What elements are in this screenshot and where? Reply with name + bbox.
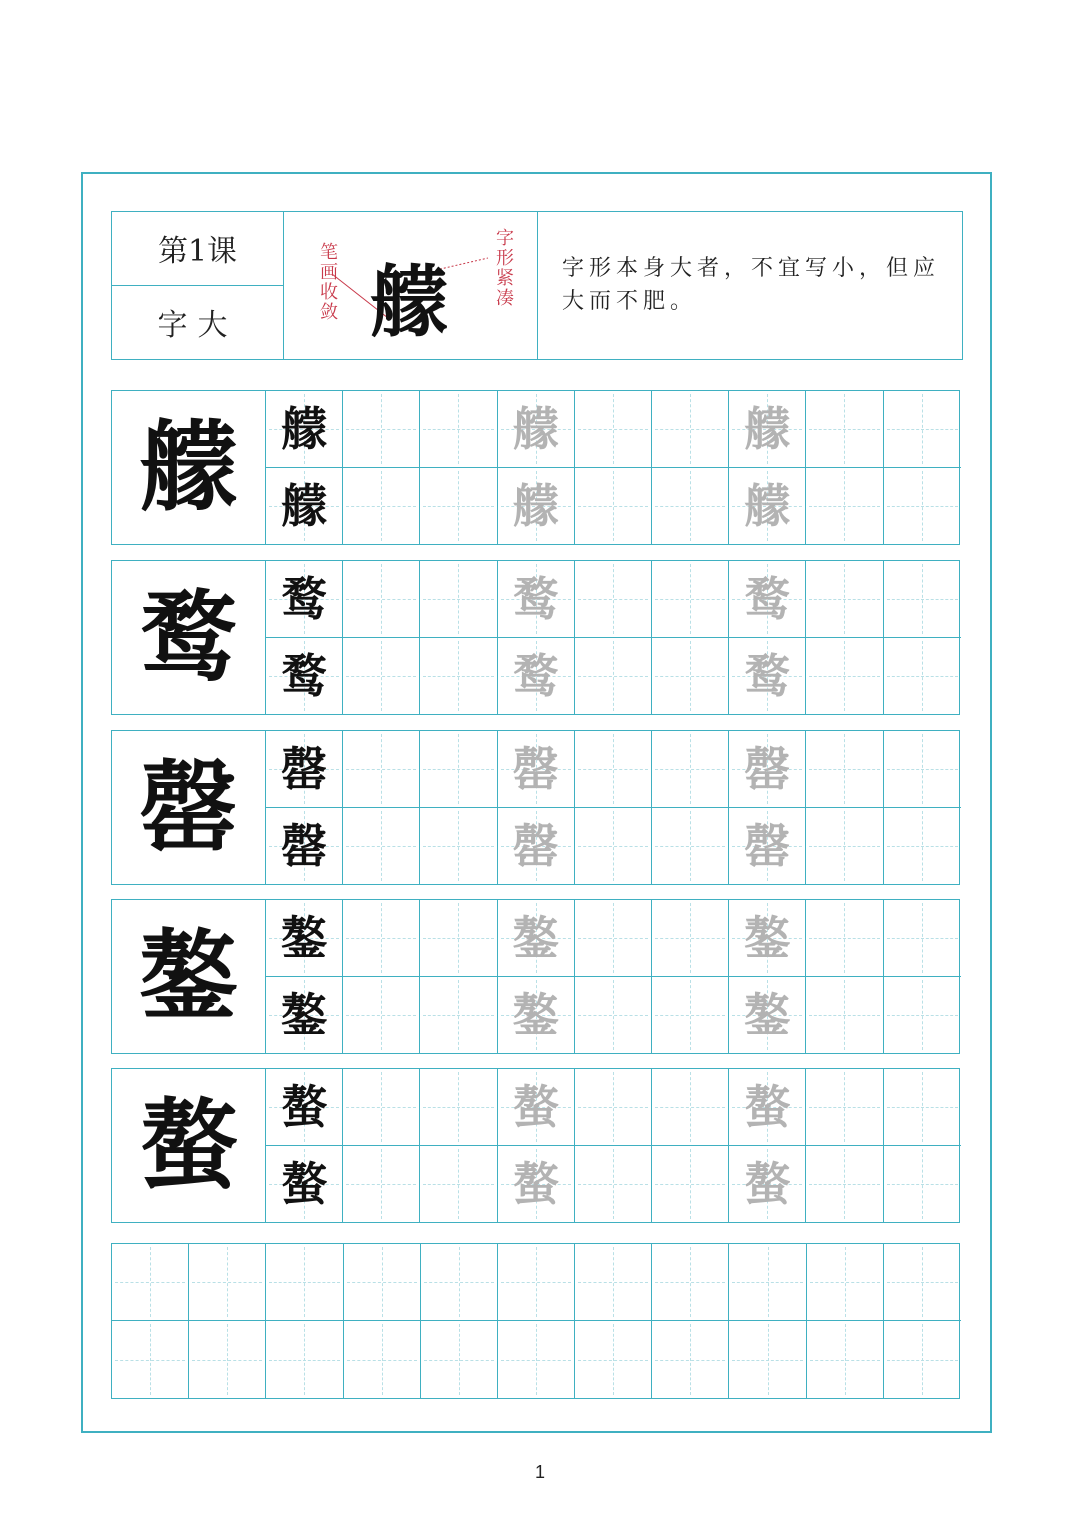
practice-block: [111, 899, 960, 1054]
sample-char: 鹜: [281, 571, 328, 626]
sample-char: 螯: [281, 1079, 328, 1134]
practice-cell[interactable]: [343, 468, 420, 545]
model-char-cell: [112, 391, 266, 544]
blank-practice-cell[interactable]: [807, 1244, 884, 1321]
sample-char: 螯: [281, 1156, 328, 1211]
blank-practice-cell[interactable]: [189, 1244, 266, 1321]
practice-cell[interactable]: [420, 391, 497, 468]
trace-char: 鏊: [744, 987, 791, 1042]
practice-cell[interactable]: [884, 808, 961, 885]
lesson-number: 第1课: [112, 212, 283, 286]
practice-cell[interactable]: [729, 808, 806, 885]
practice-cell[interactable]: [498, 638, 575, 715]
practice-cell[interactable]: [575, 638, 652, 715]
practice-cell[interactable]: [575, 808, 652, 885]
practice-cell[interactable]: [652, 468, 729, 545]
practice-cell[interactable]: [498, 468, 575, 545]
practice-cell[interactable]: [652, 561, 729, 638]
practice-cell[interactable]: [729, 1069, 806, 1146]
practice-cell[interactable]: [729, 900, 806, 977]
practice-cell[interactable]: [806, 731, 883, 808]
model-char: 艨: [139, 409, 238, 525]
practice-cell[interactable]: [420, 1146, 497, 1223]
practice-cell[interactable]: [420, 900, 497, 977]
practice-cell[interactable]: [652, 808, 729, 885]
trace-char: 艨: [512, 401, 559, 456]
practice-cell[interactable]: [266, 638, 343, 715]
practice-cell[interactable]: [729, 391, 806, 468]
practice-cell[interactable]: [652, 391, 729, 468]
page-number: 1: [534, 1462, 545, 1482]
blank-practice-cell[interactable]: [498, 1321, 575, 1398]
practice-cell[interactable]: [806, 808, 883, 885]
blank-practice-cell[interactable]: [112, 1244, 189, 1321]
blank-practice-cell[interactable]: [884, 1321, 961, 1398]
practice-cell[interactable]: [420, 561, 497, 638]
trace-char: 艨: [744, 478, 791, 533]
practice-cell[interactable]: [884, 1146, 961, 1223]
practice-cell[interactable]: [729, 977, 806, 1054]
lesson-info: [112, 212, 284, 359]
practice-cell[interactable]: [266, 808, 343, 885]
practice-cell[interactable]: [884, 391, 961, 468]
practice-cell[interactable]: [729, 561, 806, 638]
sample-char: 罄: [281, 741, 328, 796]
practice-cell[interactable]: [575, 1146, 652, 1223]
practice-cell[interactable]: [498, 561, 575, 638]
blank-practice-cell[interactable]: [266, 1321, 343, 1398]
empty-practice-grid: [111, 1243, 960, 1399]
practice-cell[interactable]: [575, 731, 652, 808]
practice-cell[interactable]: [343, 391, 420, 468]
practice-cell[interactable]: [575, 561, 652, 638]
trace-char: 罄: [512, 741, 559, 796]
practice-cell[interactable]: [575, 900, 652, 977]
trace-char: 螯: [744, 1156, 791, 1211]
practice-cell[interactable]: [806, 638, 883, 715]
practice-cell[interactable]: [729, 638, 806, 715]
trace-char: 螯: [512, 1079, 559, 1134]
blank-practice-cell[interactable]: [498, 1244, 575, 1321]
example-panel: [284, 212, 538, 359]
model-char: 鏊: [139, 918, 238, 1034]
practice-cell[interactable]: [806, 468, 883, 545]
practice-cell[interactable]: [343, 561, 420, 638]
sample-char: 艨: [281, 478, 328, 533]
trace-char: 鏊: [744, 910, 791, 965]
practice-cell[interactable]: [806, 561, 883, 638]
blank-practice-cell[interactable]: [729, 1244, 806, 1321]
practice-cell[interactable]: [420, 638, 497, 715]
trace-char: 罄: [744, 818, 791, 873]
practice-cell[interactable]: [266, 468, 343, 545]
model-char-cell: [112, 1069, 266, 1222]
trace-char: 艨: [744, 401, 791, 456]
practice-cell[interactable]: [420, 808, 497, 885]
practice-cell[interactable]: [498, 808, 575, 885]
blank-practice-cell[interactable]: [884, 1244, 961, 1321]
practice-cell[interactable]: [343, 1069, 420, 1146]
practice-cell[interactable]: [343, 808, 420, 885]
practice-cell[interactable]: [729, 731, 806, 808]
blank-practice-cell[interactable]: [421, 1321, 498, 1398]
lesson-header: [111, 211, 963, 360]
blank-practice-cell[interactable]: [575, 1321, 652, 1398]
practice-cell[interactable]: [343, 977, 420, 1054]
practice-cell[interactable]: [652, 638, 729, 715]
practice-cell[interactable]: [806, 391, 883, 468]
blank-practice-cell[interactable]: [729, 1321, 806, 1398]
sample-char: 鏊: [281, 987, 328, 1042]
trace-char: 罄: [512, 818, 559, 873]
practice-cell[interactable]: [420, 731, 497, 808]
practice-cell[interactable]: [729, 468, 806, 545]
practice-block: [111, 1068, 960, 1223]
trace-char: 罄: [744, 741, 791, 796]
blank-practice-cell[interactable]: [189, 1321, 266, 1398]
lesson-description: 字形本身大者，不宜写小，但应大而不肥。: [562, 256, 941, 314]
practice-cell[interactable]: [575, 977, 652, 1054]
practice-cell[interactable]: [343, 731, 420, 808]
practice-cell[interactable]: [729, 1146, 806, 1223]
practice-cell[interactable]: [806, 977, 883, 1054]
practice-cell[interactable]: [884, 731, 961, 808]
trace-char: 鏊: [512, 910, 559, 965]
practice-block: [111, 730, 960, 885]
practice-cell[interactable]: [498, 900, 575, 977]
practice-cell[interactable]: [884, 638, 961, 715]
trace-char: 鹜: [512, 571, 559, 626]
practice-cell[interactable]: [884, 977, 961, 1054]
practice-cell[interactable]: [343, 1146, 420, 1223]
trace-char: 鹜: [512, 648, 559, 703]
practice-cell[interactable]: [266, 391, 343, 468]
blank-practice-cell[interactable]: [266, 1244, 343, 1321]
practice-cell[interactable]: [420, 977, 497, 1054]
practice-cell[interactable]: [575, 391, 652, 468]
note-stroke: 笔画收敛: [317, 242, 338, 322]
blank-practice-cell[interactable]: [344, 1321, 421, 1398]
model-char-cell: [112, 731, 266, 884]
practice-cell[interactable]: [420, 1069, 497, 1146]
sample-char: 鏊: [281, 910, 328, 965]
practice-cell[interactable]: [420, 468, 497, 545]
practice-cell[interactable]: [498, 731, 575, 808]
blank-practice-cell[interactable]: [421, 1244, 498, 1321]
practice-cell[interactable]: [266, 900, 343, 977]
practice-cell[interactable]: [498, 977, 575, 1054]
trace-char: 鹜: [744, 571, 791, 626]
practice-cell[interactable]: [652, 1146, 729, 1223]
practice-cell[interactable]: [343, 900, 420, 977]
model-char: 鹜: [139, 579, 238, 695]
sample-char: 罄: [281, 818, 328, 873]
practice-cell[interactable]: [266, 561, 343, 638]
practice-cell[interactable]: [652, 1069, 729, 1146]
sample-char: 鹜: [281, 648, 328, 703]
blank-practice-cell[interactable]: [807, 1321, 884, 1398]
description-panel: [538, 212, 962, 359]
practice-cell[interactable]: [575, 468, 652, 545]
model-char: 螯: [139, 1087, 238, 1203]
practice-cell[interactable]: [343, 638, 420, 715]
practice-cell[interactable]: [266, 977, 343, 1054]
trace-char: 鏊: [512, 987, 559, 1042]
practice-cell[interactable]: [884, 561, 961, 638]
practice-cell[interactable]: [806, 900, 883, 977]
model-char-cell: [112, 900, 266, 1053]
practice-cell[interactable]: [884, 900, 961, 977]
practice-cell[interactable]: [266, 731, 343, 808]
lesson-title: 字大: [157, 308, 238, 344]
blank-practice-cell[interactable]: [575, 1244, 652, 1321]
practice-cell[interactable]: [498, 1146, 575, 1223]
practice-cell[interactable]: [652, 900, 729, 977]
practice-cell[interactable]: [806, 1146, 883, 1223]
example-char: 艨: [370, 257, 449, 348]
trace-char: 艨: [512, 478, 559, 533]
sample-char: 艨: [281, 401, 328, 456]
model-char: 罄: [139, 749, 238, 865]
trace-char: 螯: [512, 1156, 559, 1211]
practice-cell[interactable]: [806, 1069, 883, 1146]
blank-practice-cell[interactable]: [112, 1321, 189, 1398]
practice-cell[interactable]: [652, 731, 729, 808]
practice-cell[interactable]: [652, 977, 729, 1054]
practice-cell[interactable]: [575, 1069, 652, 1146]
blank-practice-cell[interactable]: [344, 1244, 421, 1321]
trace-char: 螯: [744, 1079, 791, 1134]
practice-cell[interactable]: [884, 468, 961, 545]
practice-cell[interactable]: [884, 1069, 961, 1146]
blank-practice-cell[interactable]: [652, 1321, 729, 1398]
practice-cell[interactable]: [498, 1069, 575, 1146]
note-shape: 字形紧凑: [493, 228, 514, 308]
practice-block: [111, 390, 960, 545]
practice-cell[interactable]: [498, 391, 575, 468]
practice-cell[interactable]: [266, 1146, 343, 1223]
model-char-cell: [112, 561, 266, 714]
blank-practice-cell[interactable]: [652, 1244, 729, 1321]
trace-char: 鹜: [744, 648, 791, 703]
practice-block: [111, 560, 960, 715]
practice-cell[interactable]: [266, 1069, 343, 1146]
